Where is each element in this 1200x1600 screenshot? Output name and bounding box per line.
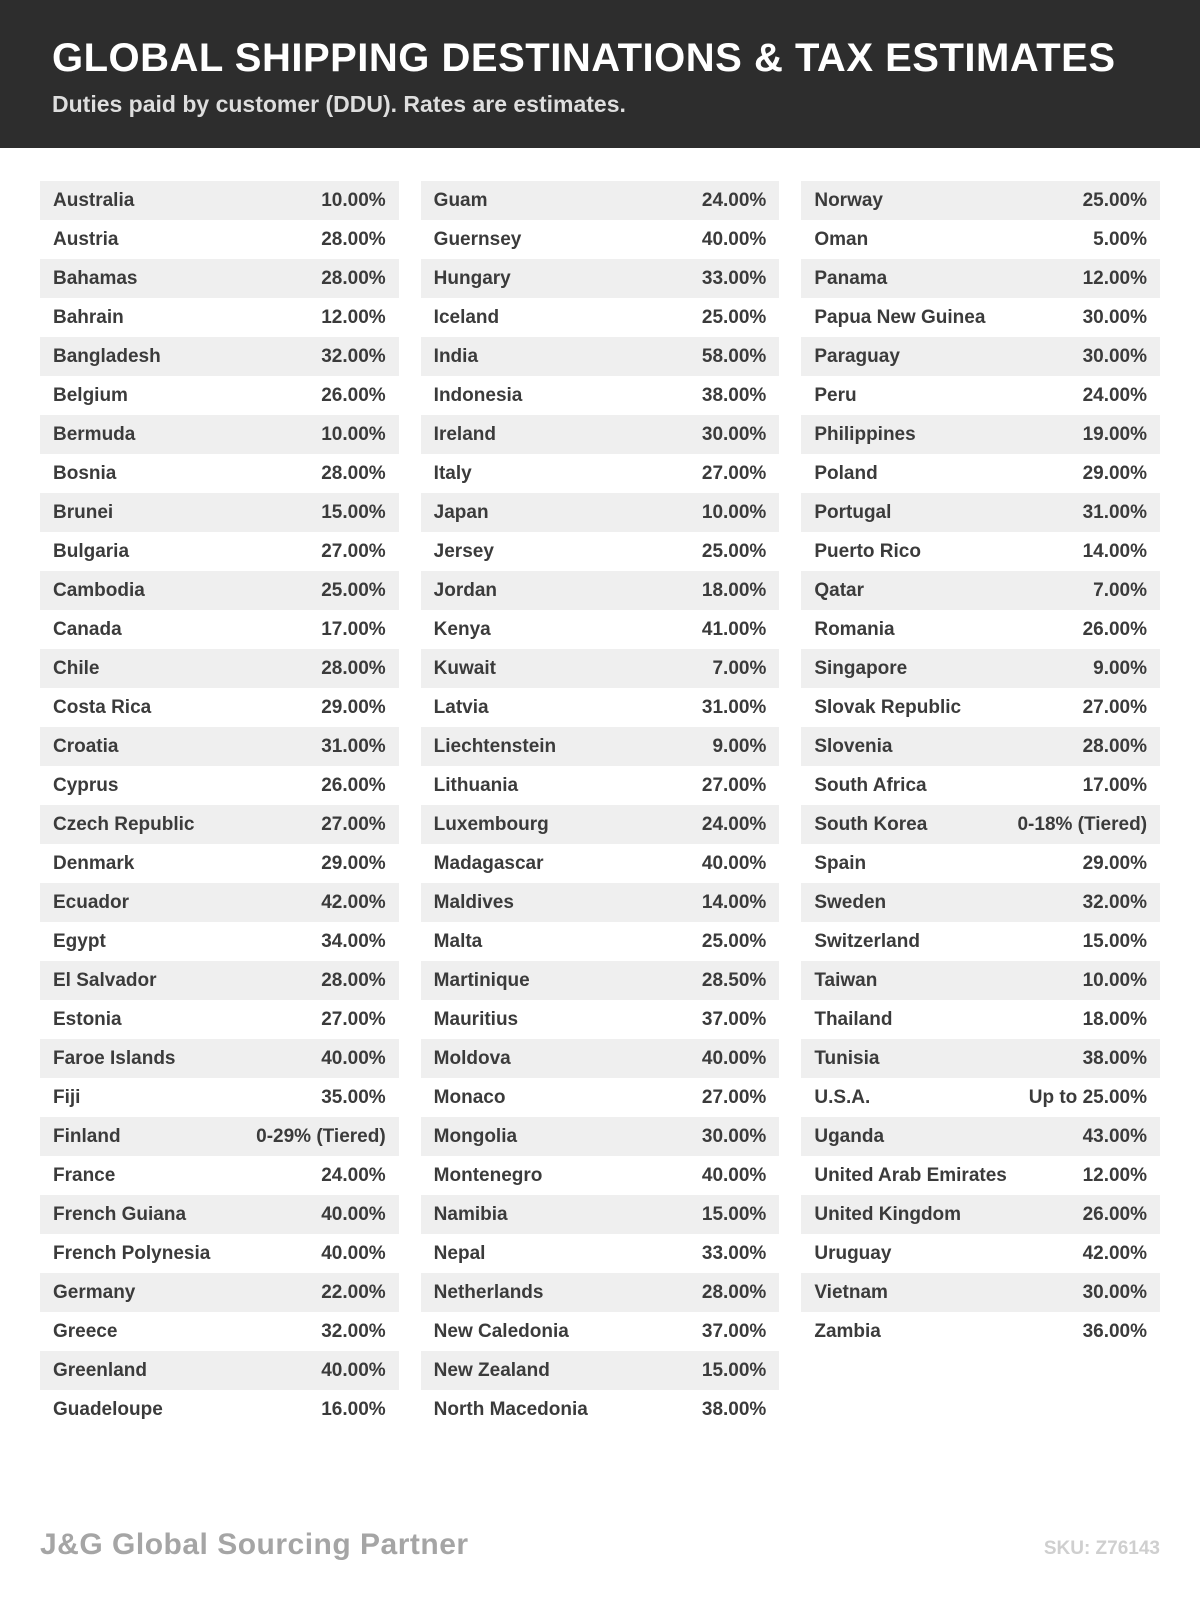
tax-rate: 30.00% [1082, 1281, 1148, 1303]
rate-row [421, 922, 780, 961]
rate-row [421, 571, 780, 610]
rate-row [801, 1039, 1160, 1078]
rates-column-2 [421, 181, 780, 1429]
tax-rate: 25.00% [1082, 189, 1148, 211]
country-name: Maldives [433, 891, 514, 913]
rate-row [801, 922, 1160, 961]
country-name: Italy [433, 462, 472, 484]
rate-row [40, 298, 399, 337]
tax-rate: 28.00% [321, 462, 386, 484]
rate-row [40, 1234, 399, 1273]
tax-rate: 31.00% [701, 696, 767, 718]
rate-row [801, 415, 1160, 454]
country-name: Poland [814, 462, 878, 484]
tax-rate: 30.00% [1082, 345, 1148, 367]
rate-row [40, 493, 399, 532]
country-name: Bulgaria [53, 540, 130, 562]
country-name: Lithuania [433, 774, 519, 796]
country-name: Indonesia [433, 384, 523, 406]
country-name: North Macedonia [433, 1398, 588, 1420]
rate-row [40, 727, 399, 766]
country-name: Netherlands [433, 1281, 544, 1303]
rate-row [801, 181, 1160, 220]
tax-rate: 12.00% [1082, 267, 1148, 289]
rate-row [40, 220, 399, 259]
rate-row [421, 766, 780, 805]
tax-rate: 36.00% [1082, 1320, 1148, 1342]
tax-rate: 24.00% [701, 189, 767, 211]
country-name: Slovenia [814, 735, 893, 757]
rate-row [421, 1351, 780, 1390]
country-name: Ireland [433, 423, 496, 445]
rate-row [421, 1273, 780, 1312]
tax-rate: 31.00% [1082, 501, 1148, 523]
rate-row [801, 1117, 1160, 1156]
country-name: Bahrain [53, 306, 124, 328]
country-name: Sweden [814, 891, 887, 913]
rate-row [421, 844, 780, 883]
page-subtitle: Duties paid by customer (DDU). Rates are estimates. [52, 91, 626, 117]
tax-rate: 25.00% [701, 540, 767, 562]
rate-row [40, 883, 399, 922]
tax-rate: 35.00% [321, 1086, 386, 1108]
tax-rate: 24.00% [701, 813, 767, 835]
tax-rate: 10.00% [701, 501, 767, 523]
country-name: Switzerland [814, 930, 920, 952]
tax-rate: 5.00% [1093, 228, 1148, 250]
country-name: Jersey [433, 540, 494, 562]
tax-rate: 40.00% [701, 228, 767, 250]
tax-rate: 27.00% [701, 462, 767, 484]
rate-row [40, 571, 399, 610]
rate-row [421, 1117, 780, 1156]
country-name: Denmark [53, 852, 135, 874]
tax-rate: 40.00% [321, 1047, 386, 1069]
country-name: Papua New Guinea [814, 306, 986, 328]
rate-row [40, 415, 399, 454]
country-name: Germany [53, 1281, 136, 1303]
tax-rate: 14.00% [701, 891, 767, 913]
tax-rate: 32.00% [321, 345, 386, 367]
tax-rate: 7.00% [1093, 579, 1148, 601]
rate-row [801, 337, 1160, 376]
rate-row [801, 259, 1160, 298]
tax-rate: 28.00% [1082, 735, 1148, 757]
tax-rate: 15.00% [701, 1359, 767, 1381]
tax-rate: 9.00% [1093, 657, 1148, 679]
country-name: Moldova [433, 1047, 511, 1069]
rate-row [421, 337, 780, 376]
tax-rate: 42.00% [1082, 1242, 1148, 1264]
page-header [0, 0, 1200, 148]
rate-row [40, 337, 399, 376]
tax-rate: 26.00% [1082, 1203, 1148, 1225]
tax-rate: 40.00% [321, 1203, 386, 1225]
rate-row [421, 805, 780, 844]
tax-rate: 10.00% [1082, 969, 1148, 991]
country-name: Austria [53, 228, 119, 250]
rate-row [421, 649, 780, 688]
tax-rate: 27.00% [701, 774, 767, 796]
country-name: Kuwait [433, 657, 496, 679]
rate-row [421, 376, 780, 415]
tax-rate: 26.00% [321, 384, 386, 406]
rate-row [40, 1273, 399, 1312]
rate-row [801, 1273, 1160, 1312]
country-name: Costa Rica [53, 696, 152, 718]
tax-rate: 38.00% [1082, 1047, 1148, 1069]
tax-rate: 29.00% [321, 852, 386, 874]
rate-row [40, 259, 399, 298]
rate-row [801, 1078, 1160, 1117]
rates-column-1 [40, 181, 399, 1429]
country-name: Egypt [53, 930, 106, 952]
country-name: Malta [433, 930, 483, 952]
country-name: Faroe Islands [53, 1047, 176, 1069]
country-name: South Korea [814, 813, 928, 835]
tax-rate: 7.00% [712, 657, 767, 679]
country-name: French Guiana [53, 1203, 187, 1225]
rate-row [40, 922, 399, 961]
tax-rate: 15.00% [321, 501, 386, 523]
country-name: Madagascar [433, 852, 544, 874]
rate-row [40, 766, 399, 805]
rate-row [421, 532, 780, 571]
tax-rate: 12.00% [321, 306, 386, 328]
country-name: Liechtenstein [433, 735, 557, 757]
rate-row [421, 688, 780, 727]
country-name: Romania [814, 618, 895, 640]
tax-rate: 43.00% [1082, 1125, 1148, 1147]
tax-rate: 22.00% [321, 1281, 386, 1303]
tax-rate: 33.00% [701, 267, 767, 289]
country-name: Finland [53, 1125, 121, 1147]
rate-row [421, 1390, 780, 1429]
tax-rate: 29.00% [1082, 852, 1148, 874]
tax-rate: 32.00% [321, 1320, 386, 1342]
country-name: Norway [814, 189, 883, 211]
tax-rate: 28.00% [701, 1281, 767, 1303]
tax-rate: 27.00% [321, 1008, 386, 1030]
rate-row [421, 454, 780, 493]
rate-row [801, 688, 1160, 727]
country-name: French Polynesia [53, 1242, 211, 1264]
rate-row [40, 181, 399, 220]
tax-rate: 29.00% [321, 696, 386, 718]
tax-rate: 16.00% [321, 1398, 386, 1420]
country-name: France [53, 1164, 116, 1186]
country-name: Namibia [433, 1203, 508, 1225]
rate-row [40, 376, 399, 415]
rate-row [421, 259, 780, 298]
rate-row [40, 961, 399, 1000]
tax-rate: 9.00% [712, 735, 767, 757]
rate-row [421, 415, 780, 454]
rate-row [801, 844, 1160, 883]
country-name: Estonia [53, 1008, 122, 1030]
country-name: Nepal [433, 1242, 486, 1264]
rate-row [40, 1195, 399, 1234]
rate-row [40, 1312, 399, 1351]
rate-row [801, 961, 1160, 1000]
rate-row [801, 1156, 1160, 1195]
country-name: Singapore [814, 657, 908, 679]
tax-rate: 40.00% [701, 1047, 767, 1069]
rate-row [801, 727, 1160, 766]
country-name: Slovak Republic [814, 696, 962, 718]
country-name: Greenland [53, 1359, 147, 1381]
country-name: Panama [814, 267, 888, 289]
tax-rate: 24.00% [321, 1164, 386, 1186]
tax-rate: 27.00% [321, 540, 386, 562]
rate-row [421, 610, 780, 649]
rate-row [801, 220, 1160, 259]
tax-rate: 42.00% [321, 891, 386, 913]
country-name: United Kingdom [814, 1203, 962, 1225]
rate-row [40, 454, 399, 493]
tax-rate: 10.00% [321, 423, 386, 445]
rate-row [40, 1039, 399, 1078]
rate-row [421, 298, 780, 337]
country-name: Cambodia [53, 579, 145, 601]
tax-rate: 31.00% [321, 735, 386, 757]
rate-row [421, 1312, 780, 1351]
country-name: El Salvador [53, 969, 157, 991]
tax-rate: 27.00% [701, 1086, 767, 1108]
rates-column-3 [801, 181, 1160, 1351]
tax-rate: 26.00% [1082, 618, 1148, 640]
tax-rate: 38.00% [701, 1398, 767, 1420]
tax-rate: 41.00% [701, 618, 767, 640]
country-name: Kenya [433, 618, 491, 640]
country-name: Luxembourg [433, 813, 549, 835]
tax-rate: 58.00% [701, 345, 767, 367]
country-name: Czech Republic [53, 813, 195, 835]
rate-row [421, 1000, 780, 1039]
country-name: Fiji [53, 1086, 81, 1108]
country-name: Belgium [53, 384, 128, 406]
tax-rate: 30.00% [701, 423, 767, 445]
tax-rate: 19.00% [1082, 423, 1148, 445]
country-name: Montenegro [433, 1164, 543, 1186]
tax-rate: 0-18% (Tiered) [1017, 813, 1148, 835]
rate-row [801, 571, 1160, 610]
country-name: Latvia [433, 696, 489, 718]
tax-rate: 0-29% (Tiered) [256, 1125, 386, 1147]
rate-row [421, 1156, 780, 1195]
tax-rate: 30.00% [701, 1125, 767, 1147]
tax-rate: 40.00% [321, 1359, 386, 1381]
rate-row [801, 766, 1160, 805]
country-name: Greece [53, 1320, 118, 1342]
country-name: Bahamas [53, 267, 138, 289]
rate-row [40, 1000, 399, 1039]
rate-row [801, 805, 1160, 844]
country-name: Jordan [433, 579, 498, 601]
tax-rate: Up to 25.00% [1028, 1086, 1148, 1108]
tax-rate: 28.00% [321, 657, 386, 679]
tax-rates-table [0, 181, 1200, 1429]
tax-rate: 28.50% [701, 969, 767, 991]
rate-row [40, 805, 399, 844]
rate-row [421, 493, 780, 532]
rate-row [421, 181, 780, 220]
tax-rate: 29.00% [1082, 462, 1148, 484]
country-name: New Caledonia [433, 1320, 569, 1342]
tax-rate: 15.00% [1082, 930, 1148, 952]
country-name: Mauritius [433, 1008, 519, 1030]
country-name: Monaco [433, 1086, 506, 1108]
country-name: Philippines [814, 423, 916, 445]
country-name: Martinique [433, 969, 530, 991]
rate-row [40, 1351, 399, 1390]
rate-row [801, 493, 1160, 532]
tax-rate: 14.00% [1082, 540, 1148, 562]
country-name: Guadeloupe [53, 1398, 163, 1420]
country-name: Tunisia [814, 1047, 880, 1069]
country-name: Australia [53, 189, 135, 211]
tax-rate: 28.00% [321, 228, 386, 250]
page-footer [0, 1528, 1200, 1600]
country-name: Bangladesh [53, 345, 161, 367]
country-name: Portugal [814, 501, 892, 523]
rate-row [801, 1000, 1160, 1039]
tax-rate: 28.00% [321, 267, 386, 289]
country-name: United Arab Emirates [814, 1164, 1007, 1186]
rate-row [421, 1195, 780, 1234]
rate-row [801, 1195, 1160, 1234]
tax-rate: 37.00% [701, 1320, 767, 1342]
sku-label: SKU: Z76143 [1043, 1538, 1160, 1559]
tax-rate: 25.00% [701, 306, 767, 328]
tax-rate: 25.00% [701, 930, 767, 952]
rate-row [801, 1234, 1160, 1273]
country-name: Cyprus [53, 774, 119, 796]
country-name: Thailand [814, 1008, 893, 1030]
rate-row [421, 1078, 780, 1117]
country-name: Uruguay [814, 1242, 892, 1264]
tax-rate: 32.00% [1082, 891, 1148, 913]
country-name: Oman [814, 228, 869, 250]
tax-rate: 18.00% [701, 579, 767, 601]
tax-rate: 26.00% [321, 774, 386, 796]
rate-row [801, 298, 1160, 337]
country-name: Spain [814, 852, 867, 874]
rate-row [421, 727, 780, 766]
tax-rate: 40.00% [701, 852, 767, 874]
rate-row [40, 844, 399, 883]
tax-rate: 10.00% [321, 189, 386, 211]
country-name: South Africa [814, 774, 927, 796]
tax-rate: 17.00% [321, 618, 386, 640]
country-name: Mongolia [433, 1125, 518, 1147]
tax-rate: 15.00% [701, 1203, 767, 1225]
country-name: Peru [814, 384, 857, 406]
country-name: Ecuador [53, 891, 130, 913]
rate-row [421, 1039, 780, 1078]
country-name: Taiwan [814, 969, 878, 991]
rate-row [40, 649, 399, 688]
country-name: Guernsey [433, 228, 522, 250]
country-name: Qatar [814, 579, 864, 601]
country-name: Croatia [53, 735, 119, 757]
country-name: Japan [433, 501, 489, 523]
country-name: India [433, 345, 479, 367]
rate-row [801, 883, 1160, 922]
country-name: Zambia [814, 1320, 881, 1342]
tax-rate: 25.00% [321, 579, 386, 601]
rate-row [40, 532, 399, 571]
country-name: Bosnia [53, 462, 117, 484]
tax-rate: 12.00% [1082, 1164, 1148, 1186]
rate-row [801, 610, 1160, 649]
tax-rate: 33.00% [701, 1242, 767, 1264]
rate-row [801, 376, 1160, 415]
country-name: Vietnam [814, 1281, 888, 1303]
tax-rate: 30.00% [1082, 306, 1148, 328]
rate-row [421, 961, 780, 1000]
tax-rate: 27.00% [321, 813, 386, 835]
rate-row [40, 688, 399, 727]
rate-row [801, 1312, 1160, 1351]
country-name: Bermuda [53, 423, 136, 445]
country-name: Uganda [814, 1125, 885, 1147]
page-title: GLOBAL SHIPPING DESTINATIONS & TAX ESTIMATES [52, 36, 1116, 80]
rate-row [801, 649, 1160, 688]
rate-row [421, 1234, 780, 1273]
country-name: Brunei [53, 501, 114, 523]
country-name: Hungary [433, 267, 511, 289]
tax-rate: 28.00% [321, 969, 386, 991]
rate-row [40, 1156, 399, 1195]
tax-rate: 37.00% [701, 1008, 767, 1030]
rate-row [421, 883, 780, 922]
rate-row [40, 1117, 399, 1156]
rate-row [40, 1390, 399, 1429]
tax-rate: 18.00% [1082, 1008, 1148, 1030]
tax-rate: 34.00% [321, 930, 386, 952]
rate-row [40, 1078, 399, 1117]
rate-row [40, 610, 399, 649]
country-name: U.S.A. [814, 1086, 871, 1108]
country-name: Paraguay [814, 345, 900, 367]
rate-row [801, 454, 1160, 493]
country-name: Puerto Rico [814, 540, 921, 562]
tax-rate: 24.00% [1082, 384, 1148, 406]
country-name: Canada [53, 618, 122, 640]
rate-row [801, 532, 1160, 571]
country-name: Chile [53, 657, 100, 679]
tax-rate: 38.00% [701, 384, 767, 406]
brand-name: J&G Global Sourcing Partner [40, 1528, 469, 1561]
tax-rate: 27.00% [1082, 696, 1148, 718]
country-name: New Zealand [433, 1359, 550, 1381]
rate-row [421, 220, 780, 259]
tax-rate: 40.00% [321, 1242, 386, 1264]
tax-rate: 40.00% [701, 1164, 767, 1186]
country-name: Guam [433, 189, 488, 211]
country-name: Iceland [433, 306, 500, 328]
tax-rate: 17.00% [1082, 774, 1148, 796]
